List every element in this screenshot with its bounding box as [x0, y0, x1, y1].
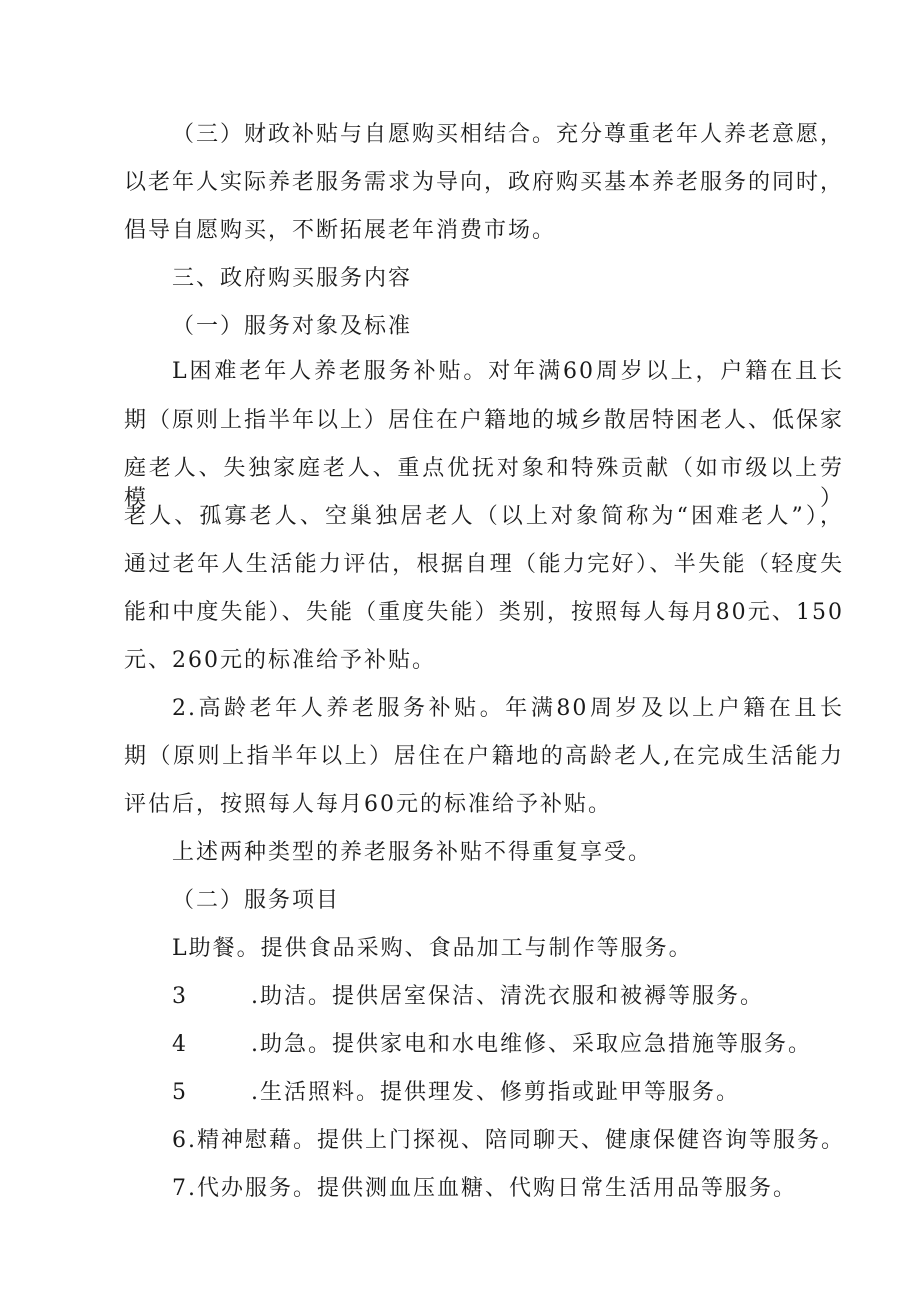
list-item: L助餐。提供食品采购、食品加工与制作等服务。: [172, 936, 693, 961]
paragraph-line: 元、260元的标准给予补贴。: [124, 648, 436, 673]
list-item: 3 .助洁。提供居室保洁、清洗衣服和被褥等服务。: [172, 984, 764, 1009]
list-item: 7.代办服务。提供测血压血糖、代购日常生活用品等服务。: [172, 1176, 797, 1201]
paragraph-line: 2.高龄老年人养老服务补贴。年满80周岁及以上户籍在且长: [172, 696, 844, 721]
paragraph-line: （三）财政补贴与自愿购买相结合。充分尊重老年人养老意愿，: [172, 122, 845, 147]
paragraph-line: 倡导自愿购买，不断拓展老年消费市场。: [124, 218, 557, 243]
paragraph-line: 通过老年人生活能力评估，根据自理（能力完好）、半失能（轻度失: [124, 552, 844, 577]
list-item: 6.精神慰藉。提供上门探视、陪同聊天、健康保健咨询等服务。: [172, 1128, 845, 1153]
paragraph-line: 评估后，按照每人每月60元的标准给予补贴。: [124, 792, 612, 817]
paragraph-line: 老人、孤寡老人、空巢独居老人（以上对象简称为“困难老人”），: [124, 504, 844, 529]
list-item: 5 .生活照料。提供理发、修剪指或趾甲等服务。: [172, 1080, 740, 1105]
paragraph-line: 庭老人、失独家庭老人、重点优抚对象和特殊贡献（如市级以上劳模）: [124, 456, 844, 511]
paragraph-line: 期（原则上指半年以上）居住在户籍地的高龄老人,在完成生活能力: [124, 744, 844, 769]
subsection-heading: （二）服务项目: [172, 888, 341, 913]
paragraph-line: 期（原则上指半年以上）居住在户籍地的城乡散居特困老人、低保家: [124, 408, 845, 433]
subsection-heading: （一）服务对象及标准: [172, 314, 413, 339]
paragraph-line: 上述两种类型的养老服务补贴不得重复享受。: [172, 840, 653, 865]
paragraph-line: 能和中度失能）、失能（重度失能）类别，按照每人每月80元、150: [124, 600, 844, 625]
paragraph-line: L困难老年人养老服务补贴。对年满60周岁以上，户籍在且长: [172, 359, 844, 384]
list-item: 4 .助急。提供家电和水电维修、采取应急措施等服务。: [172, 1032, 812, 1057]
paragraph-line: 以老年人实际养老服务需求为导向，政府购买基本养老服务的同时，: [124, 170, 845, 195]
section-heading: 三、政府购买服务内容: [172, 266, 413, 291]
